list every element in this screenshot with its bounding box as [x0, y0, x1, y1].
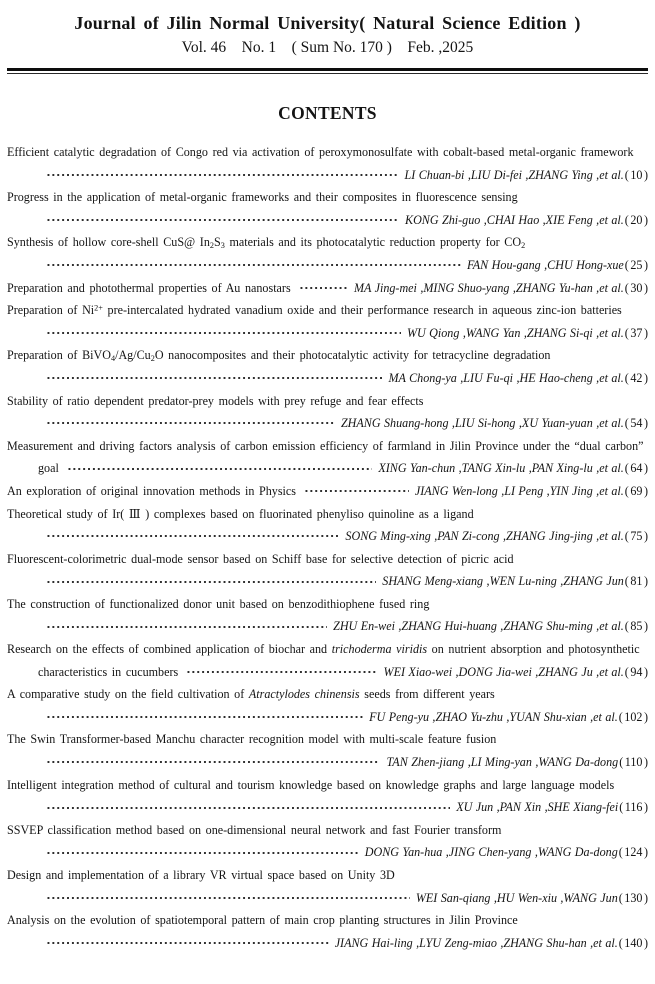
entry-title-segment: 2+ [94, 303, 103, 313]
entry-title-segment: Preparation of BiVO [7, 348, 111, 363]
dot-leader [46, 374, 382, 382]
toc-entry [7, 299, 648, 344]
toc-entry-title-line [7, 299, 648, 322]
toc-entry-title-line [7, 728, 648, 751]
entry-title-segment: Preparation and photothermal properties of Au nanostars [7, 280, 291, 295]
entry-title-segment: The construction of functionalized donor unit based on benzodithiophene fused ring [7, 596, 430, 611]
entry-title-segment: Progress in the application of metal-organic frameworks and their composites in fluorescence sensing [7, 190, 518, 205]
toc-entry [7, 728, 648, 773]
toc-entry [7, 390, 648, 435]
entry-authors: JIANG Wen-long ,LI Peng ,YIN Jing ,et al. [414, 483, 624, 498]
toc-entry-authors-line [7, 661, 648, 684]
toc-entry [7, 435, 648, 480]
entry-authors: MA Jing-mei ,MING Shuo-yang ,ZHANG Yu-han ,et al. [353, 280, 624, 295]
entry-page-number: ( 85 ) [624, 619, 648, 634]
toc-entry [7, 683, 648, 728]
entry-page-number: ( 10 ) [624, 167, 648, 182]
entry-page-number: ( 75 ) [624, 529, 648, 544]
dot-leader [46, 261, 461, 269]
entry-page-number: ( 42 ) [624, 370, 648, 385]
entry-title-segment: The Swin Transformer-based Manchu character recognition model with multi-scale feature fusion [7, 732, 497, 747]
toc-entry-authors-line [7, 254, 648, 277]
entry-title-segment: Analysis on the evolution of spatiotemporal pattern of main crop planting structures in Jilin Province [7, 913, 518, 928]
entry-authors: SONG Ming-xing ,PAN Zi-cong ,ZHANG Jing-jing ,et al. [345, 529, 624, 544]
toc-entry-title-line [7, 638, 648, 661]
toc-entry-title-line [7, 503, 648, 526]
toc-entry [7, 480, 648, 503]
entry-page-number: ( 64 ) [624, 461, 648, 476]
entry-title-segment: pre-intercalated hydrated vanadium oxide and their performance research in aqueous zinc-ion batteries [102, 303, 622, 318]
entry-authors: DONG Yan-hua ,JING Chen-yang ,WANG Da-dong [364, 845, 618, 860]
entry-page-number: ( 124 ) [618, 845, 648, 860]
toc-entry-authors-line [7, 887, 648, 910]
toc-entry-authors-line [7, 841, 648, 864]
entry-title-segment: Synthesis of hollow core-shell CuS@ In [7, 235, 210, 250]
entry-title-segment: Efficient catalytic degradation of Congo red via activation of peroxymonosulfate with cobalt-based metal-organic framework [7, 145, 634, 159]
entry-authors: XU Jun ,PAN Xin ,SHE Xiang-fei [456, 800, 619, 815]
toc-entry-authors-line [7, 367, 648, 390]
entry-title-segment: Fluorescent-colorimetric dual-mode sensor based on Schiff base for selective detection of picric acid [7, 551, 514, 566]
entry-page-number: ( 102 ) [618, 709, 648, 724]
divider-thick-line [7, 68, 648, 71]
toc-entry-authors-line [7, 322, 648, 345]
toc-entry-authors-line [7, 570, 648, 593]
entry-authors: TAN Zhen-jiang ,LI Ming-yan ,WANG Da-dong [386, 755, 619, 770]
entry-page-number: ( 20 ) [624, 212, 648, 227]
entry-title-segment: Theoretical study of Ir( Ⅲ ) complexes based on fluorinated phenyliso quinoline as a ligand [7, 506, 474, 521]
toc-entry-title-line [7, 593, 648, 616]
dot-leader [46, 713, 363, 721]
issue-line: Vol. 46 No. 1 ( Sum No. 170 ) Feb. ,2025 [181, 39, 474, 56]
entry-authors: KONG Zhi-guo ,CHAI Hao ,XIE Feng ,et al. [405, 212, 624, 227]
entry-authors: ZHANG Shuang-hong ,LIU Si-hong ,XU Yuan-yuan ,et al. [340, 416, 624, 431]
entry-title-segment: 4 [110, 354, 116, 364]
toc-entry-title-line [7, 390, 648, 413]
entry-page-number: ( 116 ) [619, 800, 648, 815]
toc-entry-authors-line [7, 209, 648, 232]
entry-title-segment: A comparative study on the field cultivation of [7, 687, 249, 702]
entry-title [7, 277, 291, 300]
entry-authors: FAN Hou-gang ,CHU Hong-xue [466, 257, 624, 272]
entry-title-continuation: characteristics in cucumbers [38, 664, 179, 679]
dot-leader [67, 465, 373, 473]
entry-page-number: ( 140 ) [618, 935, 648, 950]
toc-entry-authors-line [7, 615, 648, 638]
dot-leader [46, 216, 399, 224]
entry-title-segment: 2 [521, 241, 526, 251]
journal-title: Journal of Jilin Normal University( Natural Science Edition ) [74, 13, 581, 33]
entry-page-number: ( 94 ) [624, 664, 648, 679]
entry-authors: WEI San-qiang ,HU Wen-xiu ,WANG Jun [415, 890, 618, 905]
dot-leader [299, 284, 348, 292]
dot-leader [46, 419, 335, 427]
entry-title-segment: O nanocomposites and their photocatalytic activity for tetracycline degradation [154, 348, 551, 363]
dot-leader [46, 758, 380, 766]
entry-title-segment: Measurement and driving factors analysis of carbon emission efficiency of farmland in Jilin Province under the “dual carbon” [7, 438, 644, 453]
header-divider [7, 68, 648, 74]
toc-entry-title-line [7, 774, 648, 797]
toc-entry-title-line [7, 344, 648, 367]
toc-entry-title-line [7, 186, 648, 209]
journal-contents-page [0, 13, 655, 954]
dot-leader [46, 894, 410, 902]
toc-entry-authors-line [7, 751, 648, 774]
entry-title-segment: seeds from different years [359, 687, 495, 702]
toc-entry [7, 503, 648, 548]
contents-list [7, 141, 648, 954]
dot-leader [46, 578, 376, 586]
entry-title-segment: Research on the effects of combined application of biochar and [7, 642, 332, 657]
entry-title [7, 480, 296, 503]
dot-leader [46, 623, 327, 631]
toc-entry-authors-line [7, 412, 648, 435]
entry-title-segment: Design and implementation of a library VR virtual space based on Unity 3D [7, 868, 395, 882]
entry-title-segment: Stability of ratio dependent predator-prey models with prey refuge and fear effects [7, 393, 424, 408]
toc-entry [7, 231, 648, 276]
entry-authors: LI Chuan-bi ,LIU Di-fei ,ZHANG Ying ,et al. [404, 167, 624, 182]
toc-entry-title-line [7, 435, 648, 458]
toc-entry [7, 638, 648, 683]
divider-thin-line [7, 73, 648, 74]
dot-leader [304, 487, 409, 495]
entry-page-number: ( 130 ) [618, 890, 648, 905]
dot-leader [46, 171, 399, 179]
toc-entry-title-line [7, 231, 648, 254]
entry-page-number: ( 37 ) [624, 325, 648, 340]
toc-entry [7, 344, 648, 389]
entry-title-segment: 3 [220, 241, 225, 251]
entry-authors: MA Chong-ya ,LIU Fu-qi ,HE Hao-cheng ,et al. [388, 370, 624, 385]
toc-entry [7, 909, 648, 954]
entry-title-segment: on nutrient absorption and photosynthetic [427, 642, 640, 657]
toc-entry-authors-line [7, 796, 648, 819]
toc-entry [7, 864, 648, 909]
toc-entry-title-line [7, 909, 648, 932]
entry-page-number: ( 54 ) [624, 416, 648, 431]
journal-header [7, 13, 648, 74]
toc-entry [7, 141, 648, 186]
entry-title-segment: S [214, 235, 221, 250]
toc-entry-title-line [7, 819, 648, 842]
dot-leader [46, 329, 401, 337]
toc-entry-authors-line [7, 706, 648, 729]
toc-entry-title-line [7, 683, 648, 706]
toc-entry-authors-line [7, 932, 648, 955]
toc-entry-line [7, 480, 648, 503]
toc-entry [7, 819, 648, 864]
toc-entry-title-line [7, 864, 648, 887]
entry-page-number: ( 110 ) [619, 755, 648, 770]
toc-entry-authors-line [7, 164, 648, 187]
entry-title-segment: trichoderma viridis [331, 642, 428, 657]
entry-page-number: ( 25 ) [624, 257, 648, 272]
entry-title-segment: SSVEP classification method based on one-dimensional neural network and fast Fourier transform [7, 822, 502, 837]
contents-heading: CONTENTS [278, 103, 377, 123]
toc-entry-line [7, 277, 648, 300]
toc-entry [7, 277, 648, 300]
entry-authors: SHANG Meng-xiang ,WEN Lu-ning ,ZHANG Jun [382, 574, 624, 589]
dot-leader [46, 939, 329, 947]
toc-entry-authors-line [7, 525, 648, 548]
entry-title-continuation: goal [38, 461, 59, 476]
entry-title-segment: Intelligent integration method of cultural and tourism knowledge based on knowledge graphs and large language models [7, 777, 615, 792]
toc-entry-title-line [7, 548, 648, 571]
entry-title-segment: Preparation of Ni [7, 303, 95, 318]
entry-authors: XING Yan-chun ,TANG Xin-lu ,PAN Xing-lu ,et al. [378, 461, 624, 476]
entry-authors: WU Qiong ,WANG Yan ,ZHANG Si-qi ,et al. [406, 325, 624, 340]
dot-leader [186, 668, 377, 676]
toc-entry-title-line [7, 141, 648, 164]
toc-entry [7, 774, 648, 819]
toc-entry [7, 593, 648, 638]
entry-title-segment: 2 [150, 354, 155, 364]
dot-leader [46, 532, 339, 540]
toc-entry [7, 548, 648, 593]
entry-title-segment: materials and its photocatalytic reduction property for CO [224, 235, 522, 250]
entry-page-number: ( 69 ) [624, 483, 648, 498]
entry-title-segment: Atractylodes chinensis [248, 687, 360, 702]
entry-title-segment: 2 [209, 241, 214, 251]
entry-authors: JIANG Hai-ling ,LYU Zeng-miao ,ZHANG Shu-han ,et al. [334, 935, 618, 950]
toc-entry [7, 186, 648, 231]
entry-title-segment: An exploration of original innovation methods in Physics [7, 483, 296, 498]
dot-leader [46, 849, 359, 857]
entry-authors: FU Peng-yu ,ZHAO Yu-zhu ,YUAN Shu-xian ,et al. [369, 709, 618, 724]
entry-page-number: ( 30 ) [624, 280, 648, 295]
entry-title-segment: /Ag/Cu [115, 348, 151, 363]
toc-entry-authors-line [7, 457, 648, 480]
entry-authors: WEI Xiao-wei ,DONG Jia-wei ,ZHANG Ju ,et al. [383, 664, 624, 679]
entry-authors: ZHU En-wei ,ZHANG Hui-huang ,ZHANG Shu-ming ,et al. [333, 619, 624, 634]
entry-page-number: ( 81 ) [624, 574, 648, 589]
dot-leader [46, 804, 450, 812]
